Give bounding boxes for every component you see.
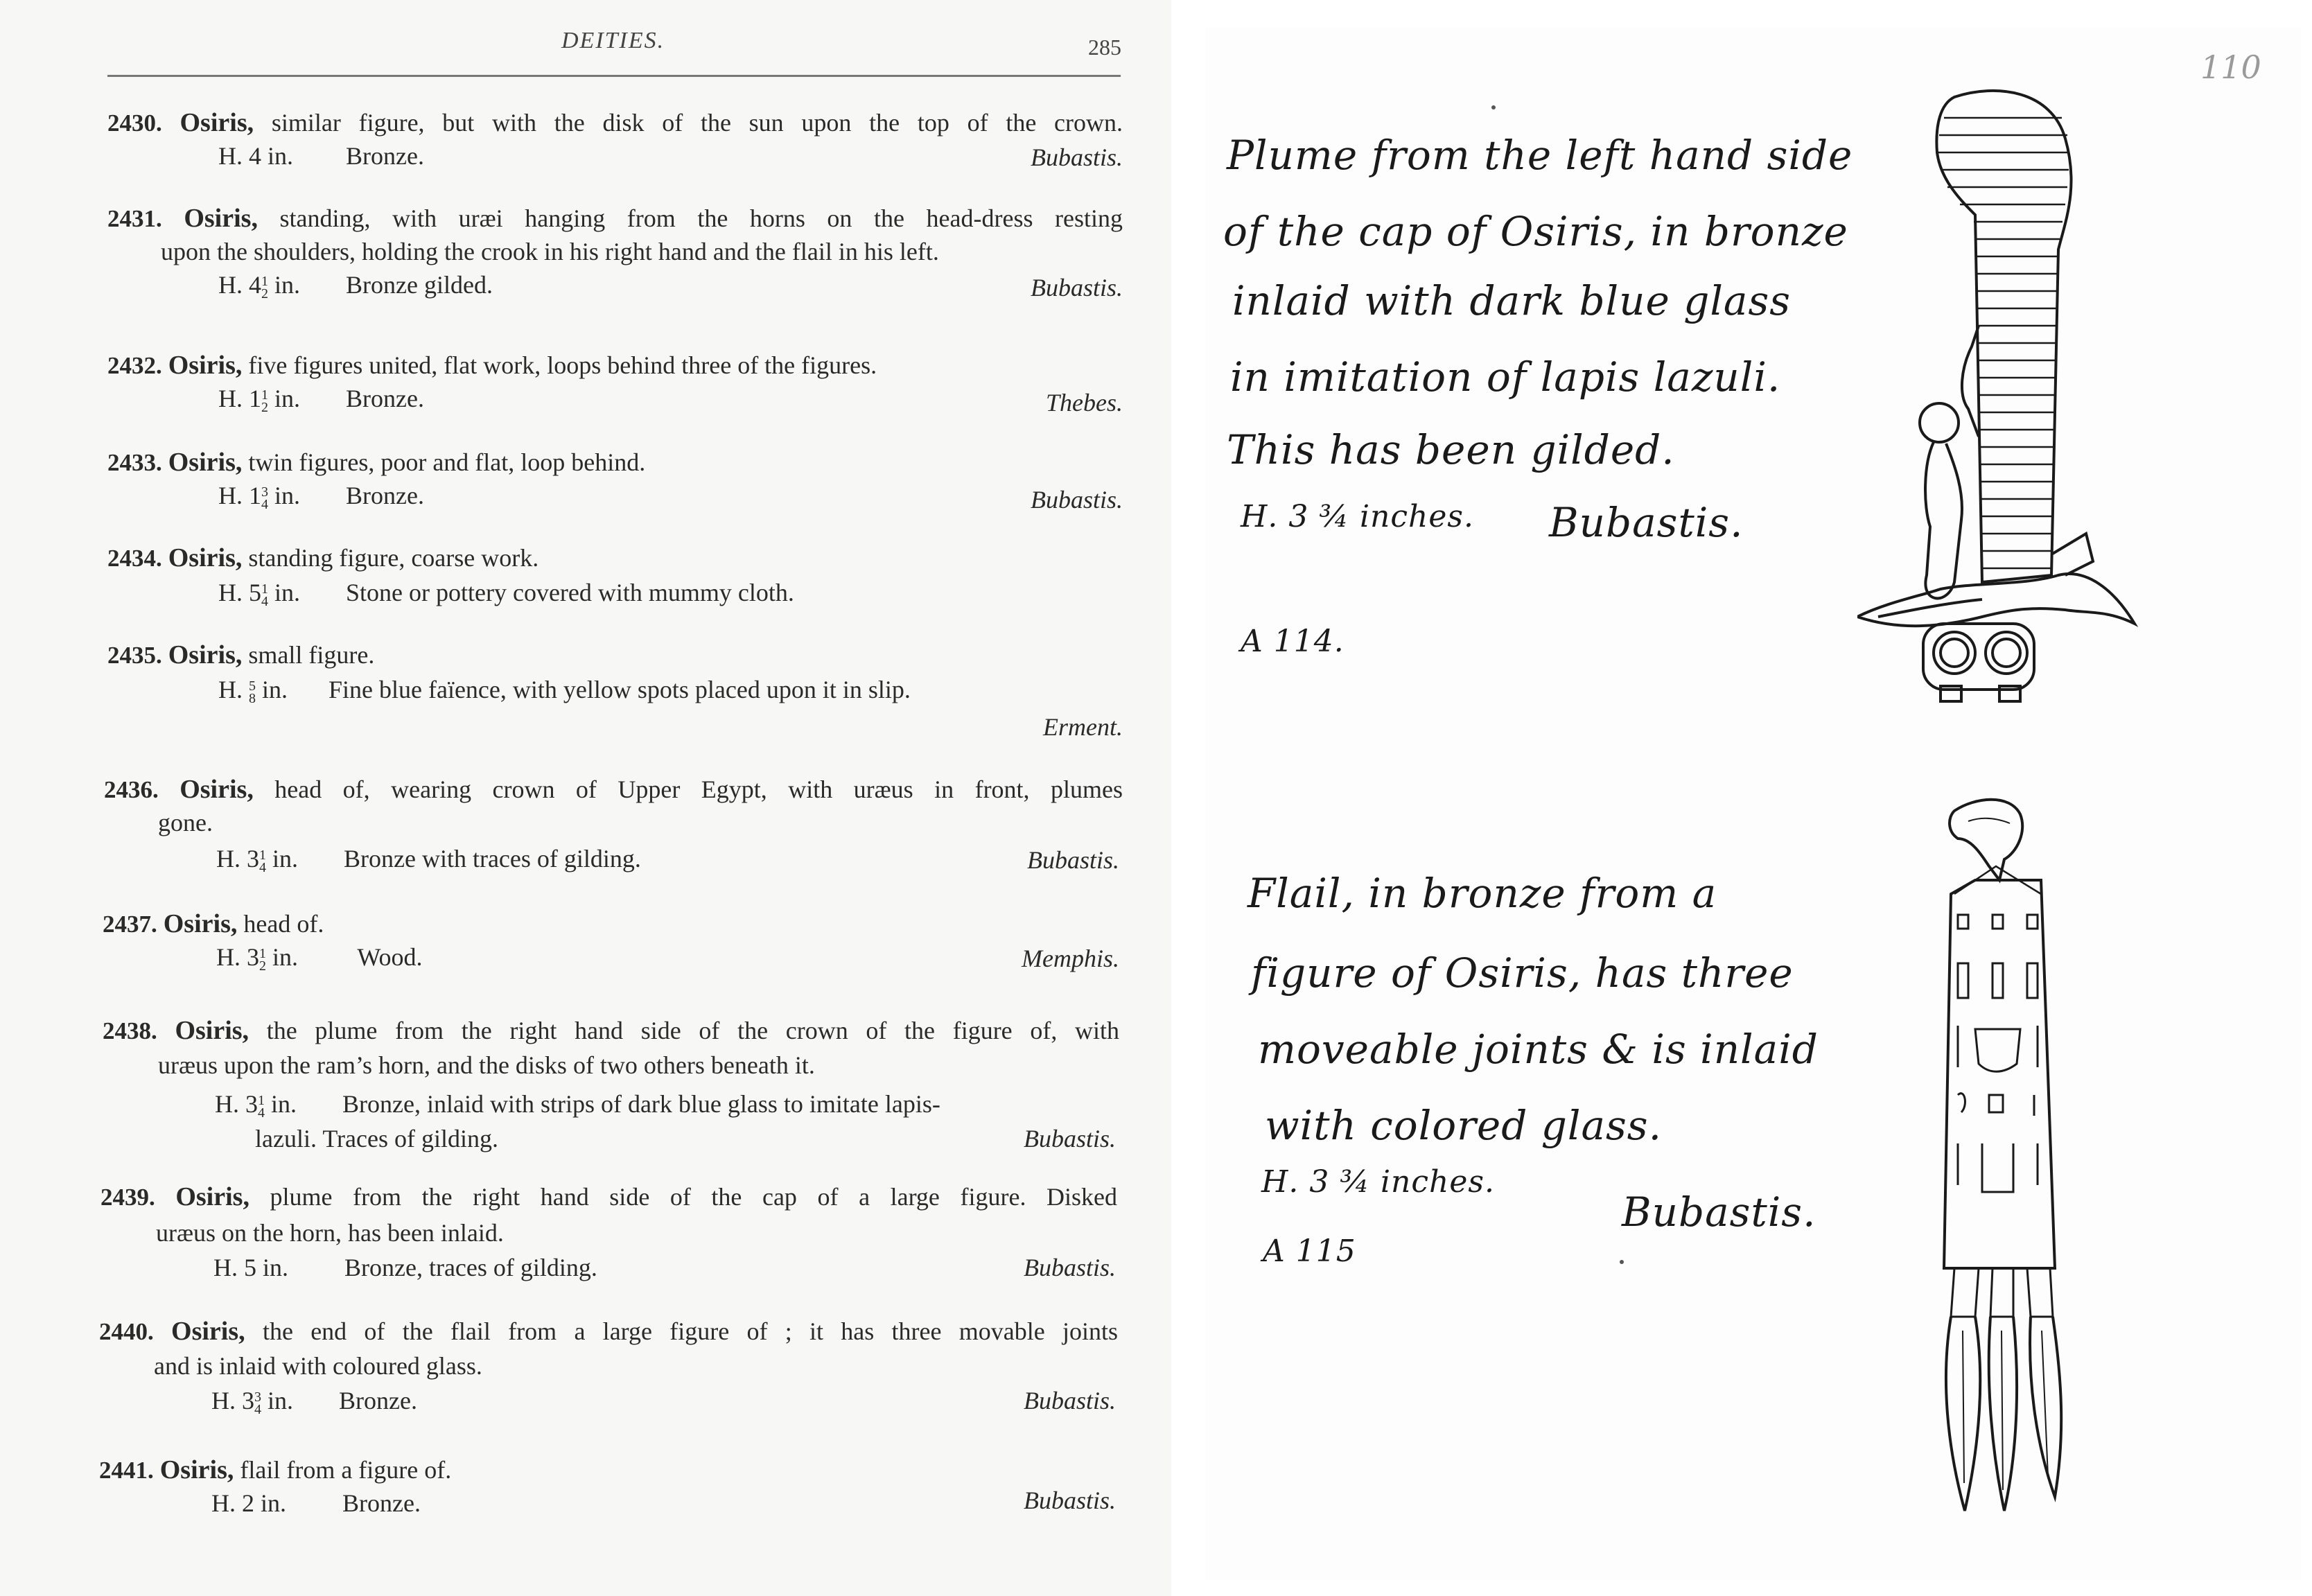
entry-material: Bronze with traces of gilding. bbox=[344, 845, 641, 872]
entry-meta bbox=[218, 381, 424, 416]
entry-height: H. 3 3 4 in. bbox=[211, 1387, 294, 1417]
entry-number: 2438. bbox=[103, 1017, 157, 1044]
entry-number: 2435. bbox=[107, 642, 162, 669]
page-number: 285 bbox=[1088, 35, 1121, 60]
note-1-line: This has been gilded. bbox=[1227, 426, 1675, 473]
entry-number: 2432. bbox=[107, 352, 162, 379]
entry-title: Osiris, bbox=[163, 909, 238, 938]
entry-place: Bubastis. bbox=[1023, 1487, 1116, 1514]
entry-meta bbox=[218, 575, 794, 611]
entry-material: Bronze. bbox=[346, 142, 424, 170]
entry-continuation: and is inlaid with coloured glass. bbox=[154, 1352, 482, 1380]
entry-number: 2440. bbox=[99, 1318, 154, 1345]
entry-first-line bbox=[107, 201, 1123, 236]
entry-number: 2434. bbox=[107, 545, 162, 572]
entry-title: Osiris, bbox=[168, 543, 243, 572]
entry-place: Thebes. bbox=[1046, 389, 1123, 416]
note-1-line: of the cap of Osiris, in bronze bbox=[1223, 208, 1848, 255]
entry-number: 2436. bbox=[104, 776, 159, 803]
entry-height: H. 3 1 2 in. bbox=[216, 943, 299, 974]
note-1-line: in imitation of lapis lazuli. bbox=[1230, 353, 1781, 401]
note-2-place: Bubastis. bbox=[1622, 1189, 1816, 1236]
note-1-height: H. 3 ¾ inches. bbox=[1241, 499, 1474, 534]
entry-description: head of, wearing crown of Upper Egypt, with uræus in front, plumes bbox=[274, 775, 1123, 803]
entry-title: Osiris, bbox=[179, 775, 254, 804]
entry-number: 2433. bbox=[107, 449, 162, 476]
entry-meta bbox=[211, 1486, 421, 1521]
entry-description: flail from a figure of. bbox=[240, 1456, 452, 1484]
entry-number: 2439. bbox=[100, 1184, 155, 1211]
note-1-reference: A 114. bbox=[1241, 624, 1345, 659]
note-1-line: inlaid with dark blue glass bbox=[1232, 277, 1792, 324]
entry-material: Bronze gilded. bbox=[346, 271, 493, 299]
entry-number: 2431. bbox=[107, 205, 162, 232]
entry-place: Bubastis. bbox=[1023, 1387, 1116, 1414]
entry-description: head of. bbox=[243, 910, 324, 938]
header-rule bbox=[107, 75, 1121, 77]
entry-material: Bronze. bbox=[339, 1387, 417, 1414]
entry-material-continuation: lazuli. Traces of gilding. bbox=[255, 1125, 498, 1152]
page-mark: 110 bbox=[2200, 49, 2261, 86]
entry-description: twin figures, poor and flat, loop behind. bbox=[248, 448, 646, 476]
entry-material: Wood. bbox=[357, 943, 423, 971]
entry-place: Bubastis. bbox=[1030, 143, 1123, 171]
entry-meta bbox=[216, 940, 422, 975]
entry-height: H. 2 in. bbox=[211, 1489, 287, 1517]
note-2-line: figure of Osiris, has three bbox=[1251, 949, 1794, 997]
entry-number: 2441. bbox=[99, 1457, 154, 1484]
entry-place: Bubastis. bbox=[1026, 846, 1119, 874]
entry-first-line bbox=[99, 1314, 1118, 1349]
entry-height: H. 5 8 in. bbox=[218, 676, 288, 706]
flail-sketch bbox=[1927, 790, 2079, 1525]
note-2-reference: A 115 bbox=[1263, 1234, 1356, 1269]
running-head: DEITIES. bbox=[561, 28, 665, 53]
entry-meta bbox=[218, 672, 911, 708]
entry-first-line bbox=[107, 105, 1123, 141]
entry-material: Bronze. bbox=[346, 482, 424, 509]
entry-height: H. 4 in. bbox=[218, 142, 294, 170]
entry-place: Erment. bbox=[1043, 713, 1123, 741]
entry-first-line bbox=[107, 541, 1123, 576]
plume-sketch bbox=[1857, 76, 2148, 707]
entry-description: five figures united, flat work, loops behind three of the figures. bbox=[248, 351, 877, 379]
entry-continuation: uræus on the horn, has been inlaid. bbox=[156, 1219, 504, 1247]
entry-title: Osiris, bbox=[159, 1455, 234, 1484]
entry-height: H. 4 1 2 in. bbox=[218, 271, 301, 301]
entry-height: H. 1 1 2 in. bbox=[218, 385, 301, 415]
entry-title: Osiris, bbox=[179, 108, 254, 137]
ink-dot bbox=[1620, 1260, 1624, 1264]
entry-description: the plume from the right hand side of the crown of the figure of, with bbox=[266, 1017, 1120, 1044]
entry-meta bbox=[218, 139, 424, 174]
entry-place: Memphis. bbox=[1022, 945, 1119, 972]
entry-first-line bbox=[107, 638, 1123, 673]
entry-title: Osiris, bbox=[171, 1317, 245, 1346]
entry-material: Stone or pottery covered with mummy cloth. bbox=[346, 579, 794, 606]
entry-meta bbox=[215, 1087, 1119, 1122]
entry-number: 2430. bbox=[107, 109, 162, 137]
entry-title: Osiris, bbox=[175, 1182, 249, 1211]
entry-first-line bbox=[103, 1013, 1119, 1049]
entry-first-line bbox=[103, 906, 1118, 942]
entry-description: small figure. bbox=[248, 641, 375, 669]
entry-description: standing figure, coarse work. bbox=[248, 544, 539, 572]
note-2-line: Flail, in bronze from a bbox=[1247, 870, 1717, 917]
entry-title: Osiris, bbox=[168, 640, 243, 669]
entry-height: H. 1 3 4 in. bbox=[218, 482, 301, 512]
entry-place: Bubastis. bbox=[1030, 486, 1123, 514]
entry-meta bbox=[218, 478, 424, 514]
entry-place: Bubastis. bbox=[1023, 1254, 1116, 1281]
entry-first-line bbox=[104, 772, 1123, 807]
entry-place: Bubastis. bbox=[1023, 1125, 1116, 1152]
entry-material: Fine blue faïence, with yellow spots placed upon it in slip. bbox=[329, 676, 911, 703]
entry-first-line bbox=[99, 1453, 1114, 1488]
entry-first-line bbox=[100, 1180, 1117, 1215]
entry-height: H. 3 1 4 in. bbox=[216, 845, 299, 875]
entry-place: Bubastis. bbox=[1030, 274, 1123, 301]
entry-description: similar figure, but with the disk of the sun upon the top of the crown. bbox=[271, 109, 1123, 137]
note-1-place: Bubastis. bbox=[1549, 499, 1744, 546]
note-2-line: with colored glass. bbox=[1265, 1102, 1663, 1149]
entry-material: Bronze. bbox=[346, 385, 424, 412]
entry-continuation: gone. bbox=[158, 809, 213, 836]
entry-title: Osiris, bbox=[184, 204, 258, 233]
entry-description: plume from the right hand side of the cap of a large figure. Disked bbox=[270, 1183, 1118, 1211]
note-1-line: Plume from the left hand side bbox=[1227, 132, 1853, 179]
entry-material: Bronze, traces of gilding. bbox=[344, 1254, 597, 1281]
entry-height: H. 5 in. bbox=[213, 1254, 289, 1281]
entry-first-line bbox=[107, 348, 1123, 383]
entry-number: 2437. bbox=[103, 911, 157, 938]
note-2-height: H. 3 ¾ inches. bbox=[1261, 1164, 1495, 1200]
note-2-line: moveable joints & is inlaid bbox=[1258, 1026, 1819, 1073]
entry-title: Osiris, bbox=[168, 351, 243, 380]
ink-dot bbox=[1491, 105, 1496, 109]
entry-meta bbox=[216, 841, 641, 877]
entry-height: H. 3 1 4 in. bbox=[215, 1090, 297, 1121]
entry-meta bbox=[218, 268, 493, 303]
entry-meta bbox=[211, 1383, 417, 1419]
entry-title: Osiris, bbox=[175, 1016, 249, 1045]
entry-title: Osiris, bbox=[168, 448, 243, 477]
entry-continuation: upon the shoulders, holding the crook in his right hand and the flail in his left. bbox=[161, 238, 939, 265]
entry-first-line bbox=[107, 445, 1123, 480]
entry-material: Bronze, inlaid with strips of dark blue glass to imitate lapis- bbox=[342, 1090, 940, 1118]
entry-description: the end of the flail from a large figure of ; it has three movable joints bbox=[262, 1317, 1119, 1345]
entry-continuation: uræus upon the ram’s horn, and the disks of two others beneath it. bbox=[158, 1051, 815, 1079]
entry-material: Bronze. bbox=[342, 1489, 421, 1517]
entry-meta bbox=[213, 1250, 597, 1286]
entry-height: H. 5 1 4 in. bbox=[218, 579, 301, 609]
entry-description: standing, with uræi hanging from the horns on the head-dress resting bbox=[279, 204, 1123, 232]
